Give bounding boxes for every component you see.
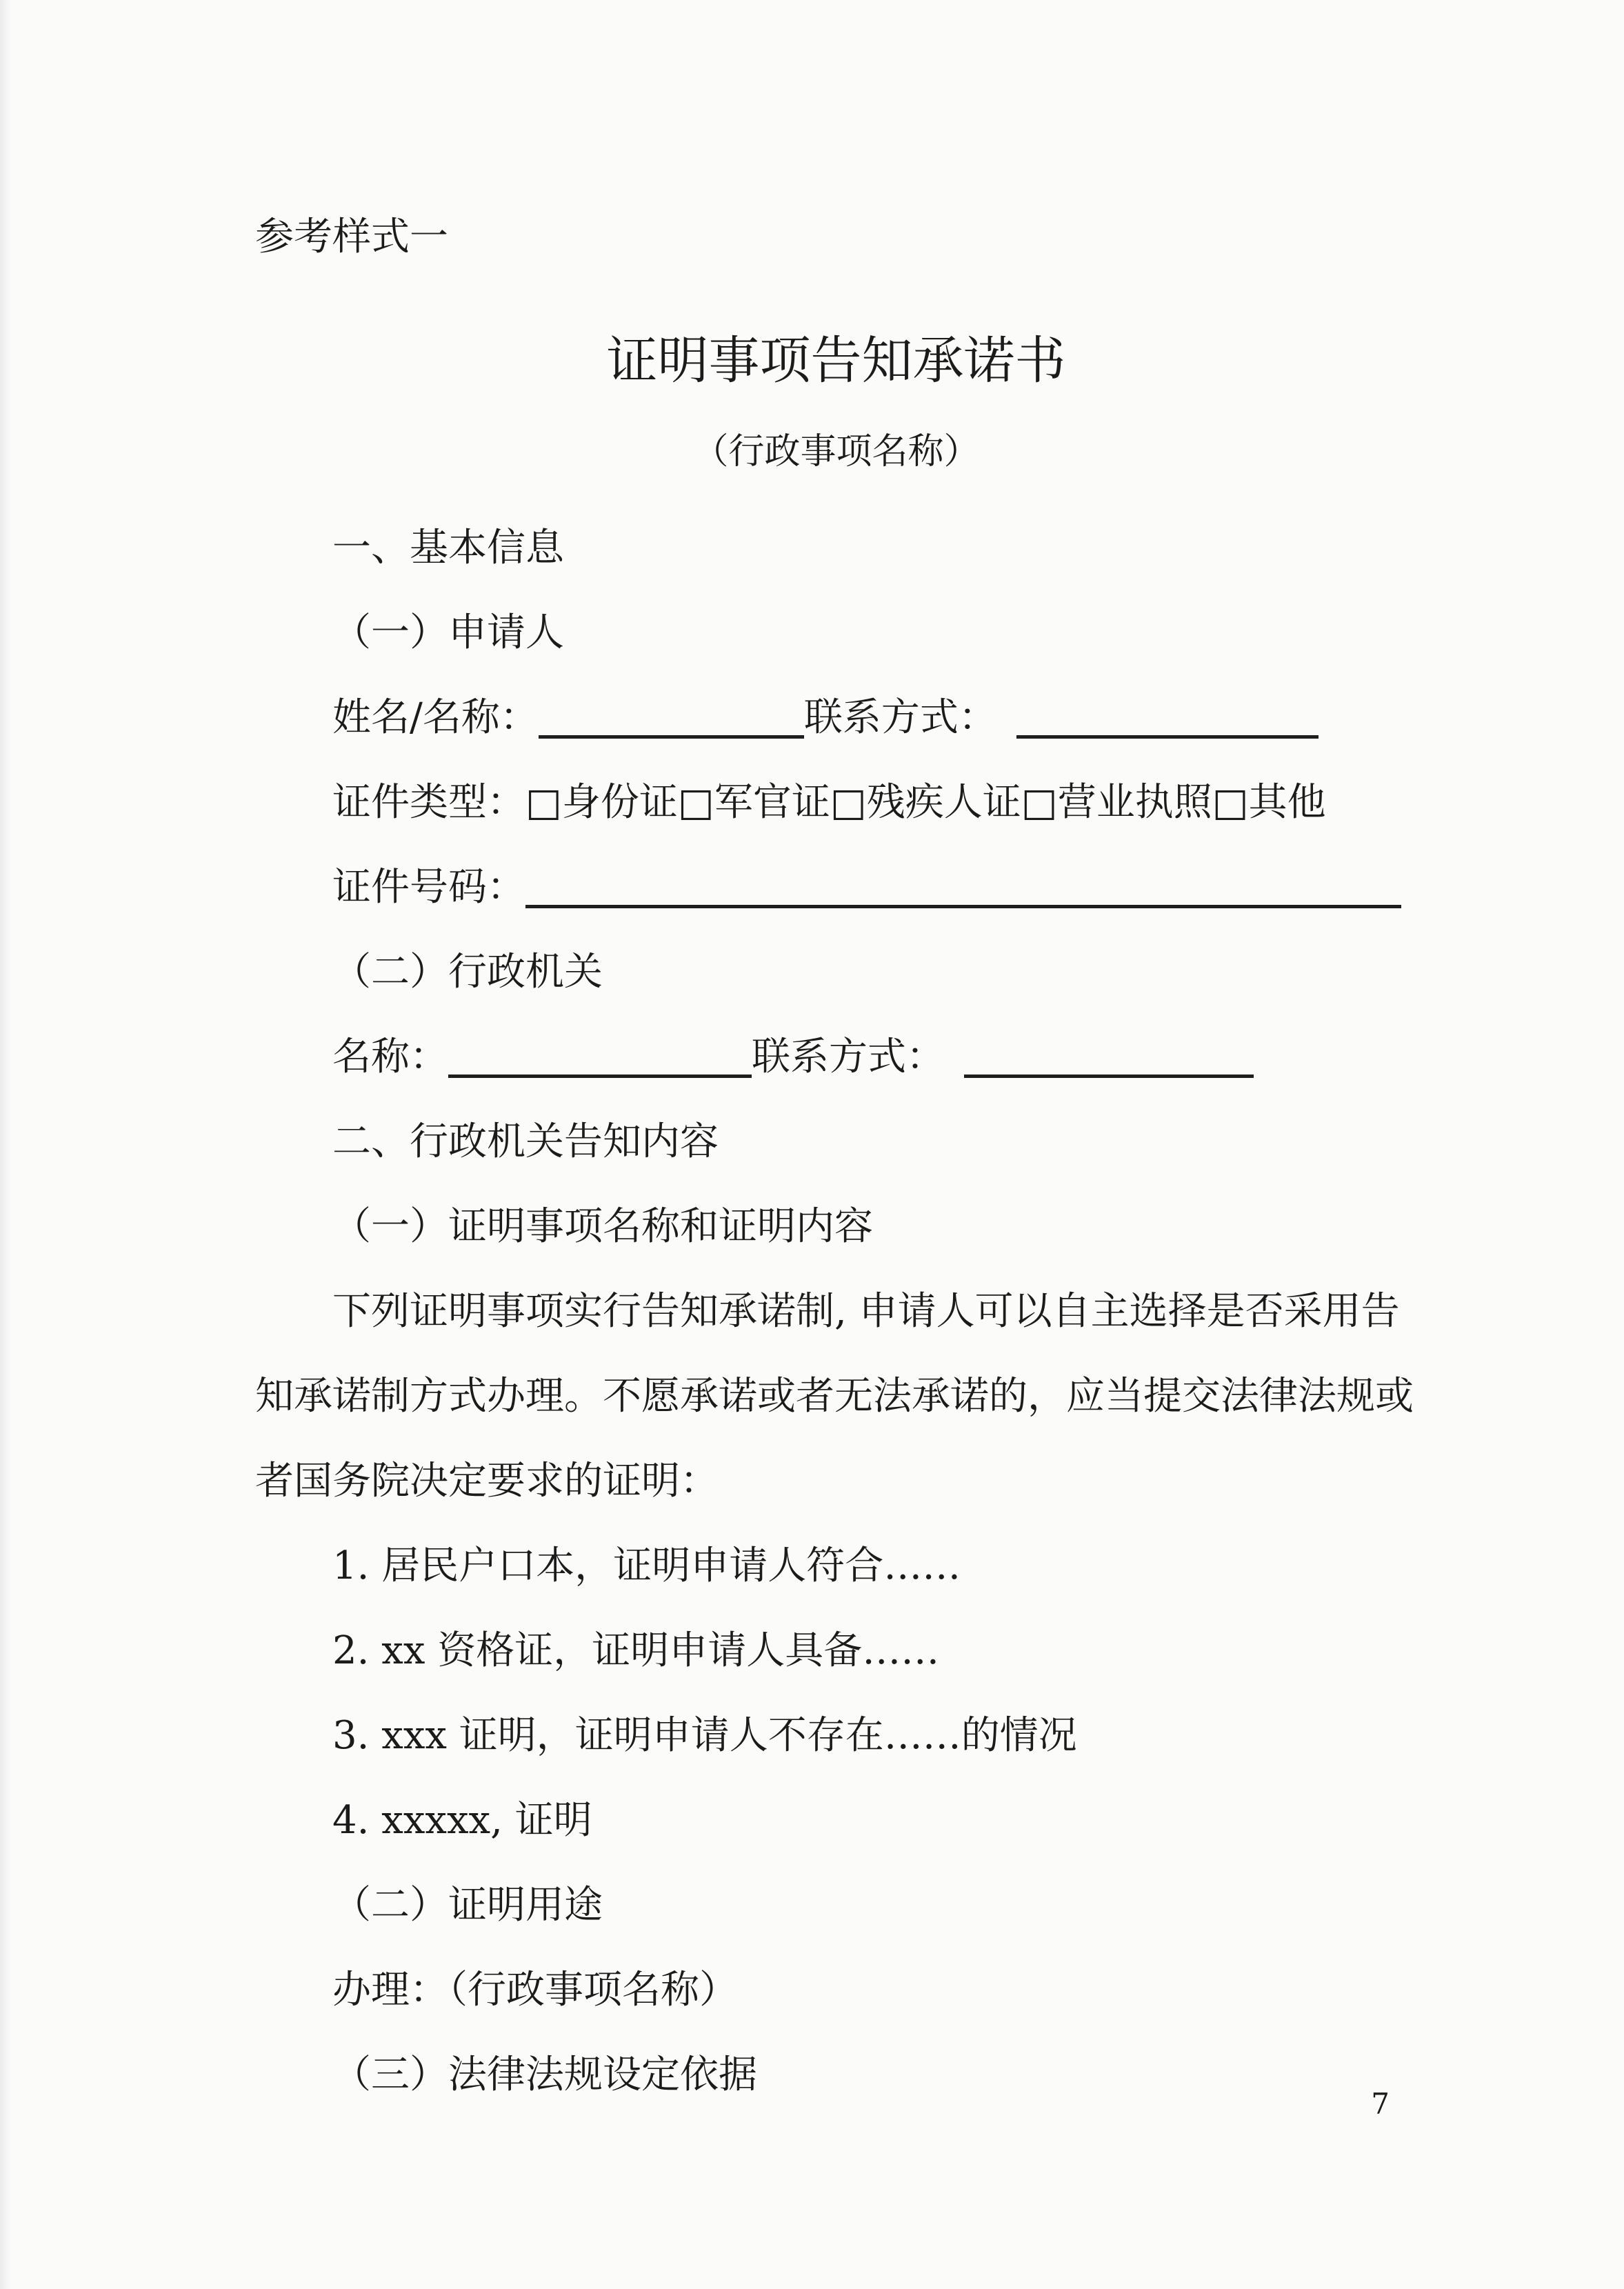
heading-basic-info: 一、基本信息 <box>332 526 564 570</box>
agency-contact-blank-field[interactable] <box>964 1068 1254 1078</box>
applicant-name-blank-field[interactable] <box>539 728 804 739</box>
id-type-checkbox-icon[interactable]: □ <box>1212 780 1249 825</box>
id-type-option-other: 其他 <box>1248 780 1326 825</box>
list-item: 2. xx 资格证，证明申请人具备…… <box>332 1628 940 1673</box>
heading-notify-content: 二、行政机关告知内容 <box>332 1119 719 1164</box>
id-number-label: 证件号码： <box>332 865 525 910</box>
document-title: 证明事项告知承诺书 <box>606 331 1066 390</box>
id-type-label: 证件类型： <box>332 780 525 825</box>
list-item: 1. 居民户口本，证明申请人符合…… <box>332 1543 961 1588</box>
applicant-contact-blank-field[interactable] <box>1016 728 1319 739</box>
agency-name-label: 名称： <box>332 1034 448 1079</box>
id-type-option-military: 军官证 <box>714 780 830 825</box>
id-type-checkbox-icon[interactable]: □ <box>525 780 562 825</box>
list-item: 4. xxxxx, 证明 <box>332 1798 592 1843</box>
heading-certificate-usage: （二）证明用途 <box>332 1883 603 1928</box>
agency-name-contact-row <box>255 1014 1417 1099</box>
id-type-checkbox-icon[interactable]: □ <box>677 780 714 825</box>
usage-line: 办理：（行政事项名称） <box>332 1968 738 2012</box>
agency-contact-label: 联系方式： <box>752 1034 945 1079</box>
applicant-contact-label: 联系方式： <box>803 695 997 740</box>
paragraph-line: 下列证明事项实行告知承诺制, 申请人可以自主选择是否采用告 <box>332 1289 1400 1334</box>
heading-item-name-content: （一）证明事项名称和证明内容 <box>332 1204 873 1249</box>
id-number-row <box>255 845 1417 930</box>
id-type-option-idcard: 身份证 <box>561 780 678 825</box>
page-label: 参考样式一 <box>255 214 448 259</box>
id-type-row <box>255 760 1417 845</box>
id-number-blank-field[interactable] <box>525 898 1401 908</box>
paragraph-line: 知承诺制方式办理。不愿承诺或者无法承诺的，应当提交法律法规或 <box>255 1374 1414 1419</box>
applicant-name-label: 姓名/名称： <box>332 695 539 740</box>
applicant-name-contact-row <box>255 675 1417 760</box>
heading-applicant: （一）申请人 <box>332 610 564 655</box>
agency-name-blank-field[interactable] <box>448 1068 752 1078</box>
id-type-option-disability: 残疾人证 <box>866 780 1021 825</box>
id-type-checkbox-icon[interactable]: □ <box>1021 780 1058 825</box>
paragraph-line: 者国务院决定要求的证明： <box>255 1459 719 1503</box>
document-subtitle: （行政事项名称） <box>692 431 980 472</box>
heading-legal-basis: （三）法律法规设定依据 <box>332 2052 757 2097</box>
list-item: 3. xxx 证明，证明申请人不存在……的情况 <box>332 1713 1077 1758</box>
id-type-option-license: 营业执照 <box>1057 780 1212 825</box>
id-type-checkbox-icon[interactable]: □ <box>830 780 867 825</box>
page-number: 7 <box>1371 2087 1390 2121</box>
heading-agency: （二）行政机关 <box>332 950 603 994</box>
